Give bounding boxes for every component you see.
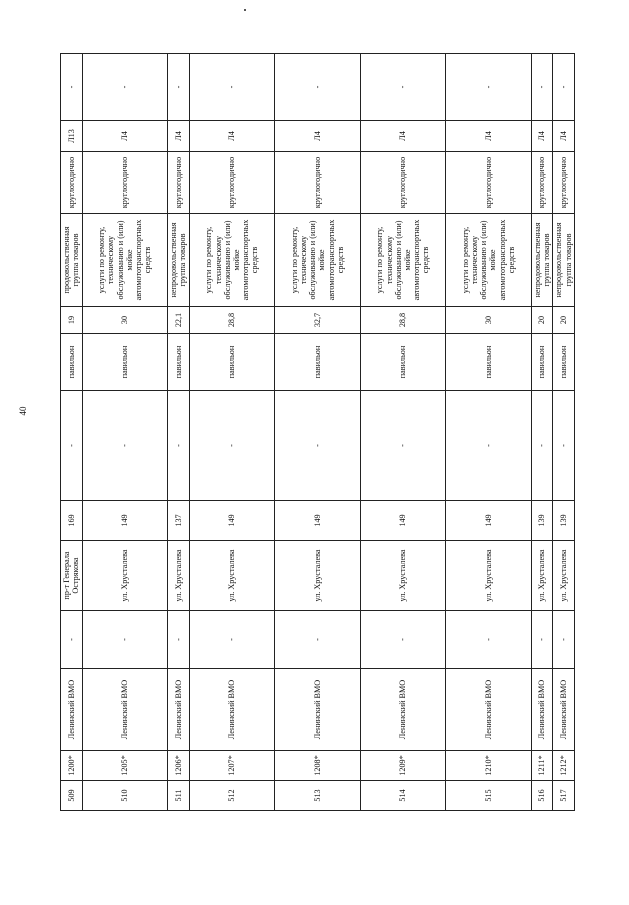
page-number: 40 (18, 406, 28, 416)
cell-col13: - (275, 54, 360, 121)
cell-id: 1200* (61, 751, 83, 781)
cell-area: 20 (531, 307, 553, 334)
cell-street: ул. Хрусталева (360, 541, 445, 611)
cell-col4: - (61, 611, 83, 669)
cell-id: 1208* (275, 751, 360, 781)
cell-col7: - (360, 391, 445, 501)
cell-col13: - (360, 54, 445, 121)
cell-col7: - (168, 391, 190, 501)
cell-num: 516 (531, 781, 553, 811)
cell-district: Ленинский ВМО (82, 669, 167, 751)
cell-num: 512 (189, 781, 274, 811)
cell-district: Ленинский ВМО (168, 669, 190, 751)
cell-street: ул. Хрусталева (553, 541, 575, 611)
cell-specialization: непродовольственная группа товаров (531, 214, 553, 307)
cell-house: 139 (531, 501, 553, 541)
cell-object-type: павильон (61, 334, 83, 391)
cell-id: 1207* (189, 751, 274, 781)
cell-col7: - (82, 391, 167, 501)
cell-object-type: павильон (360, 334, 445, 391)
cell-object-type: павильон (82, 334, 167, 391)
cell-street: пр-т Генерала Острякова (61, 541, 83, 611)
cell-district: Ленинский ВМО (553, 669, 575, 751)
cell-area: 28,8 (189, 307, 274, 334)
cell-area: 30 (446, 307, 531, 334)
cell-col4: - (189, 611, 274, 669)
cell-id: 1211* (531, 751, 553, 781)
cell-house: 149 (446, 501, 531, 541)
cell-period: круглогодично (446, 152, 531, 214)
cell-district: Ленинский ВМО (360, 669, 445, 751)
cell-id: 1206* (168, 751, 190, 781)
cell-code: Л4 (553, 121, 575, 152)
cell-object-type: павильон (189, 334, 274, 391)
cell-code: Л4 (168, 121, 190, 152)
cell-code: Л4 (446, 121, 531, 152)
cell-house: 149 (275, 501, 360, 541)
cell-num: 513 (275, 781, 360, 811)
cell-area: 19 (61, 307, 83, 334)
cell-area: 30 (82, 307, 167, 334)
cell-code: Л4 (82, 121, 167, 152)
cell-object-type: павильон (275, 334, 360, 391)
cell-col4: - (553, 611, 575, 669)
cell-specialization: услуги по ремонту, техническому обслуживанию и (или) мойке автомототранспортных средств (82, 214, 167, 307)
cell-id: 1205* (82, 751, 167, 781)
cell-code: Л4 (275, 121, 360, 152)
cell-num: 517 (553, 781, 575, 811)
cell-house: 169 (61, 501, 83, 541)
cell-col4: - (82, 611, 167, 669)
cell-col13: - (168, 54, 190, 121)
cell-col7: - (275, 391, 360, 501)
cell-code: Л4 (531, 121, 553, 152)
cell-specialization: продовольственная группа товаров (61, 214, 83, 307)
cell-id: 1210* (446, 751, 531, 781)
cell-object-type: павильон (168, 334, 190, 391)
cell-period: круглогодично (531, 152, 553, 214)
cell-code: Л13 (61, 121, 83, 152)
cell-period: круглогодично (168, 152, 190, 214)
cell-period: круглогодично (360, 152, 445, 214)
cell-period: круглогодично (275, 152, 360, 214)
cell-col4: - (360, 611, 445, 669)
cell-street: ул. Хрусталева (446, 541, 531, 611)
table-row (189, 54, 274, 811)
cell-object-type: павильон (531, 334, 553, 391)
cell-area: 22,1 (168, 307, 190, 334)
cell-col7: - (553, 391, 575, 501)
cell-num: 514 (360, 781, 445, 811)
cell-num: 509 (61, 781, 83, 811)
cell-period: круглогодично (82, 152, 167, 214)
cell-code: Л4 (360, 121, 445, 152)
cell-code: Л4 (189, 121, 274, 152)
cell-col7: - (189, 391, 274, 501)
table-row (61, 54, 83, 811)
cell-district: Ленинский ВМО (446, 669, 531, 751)
cell-period: круглогодично (553, 152, 575, 214)
table-row (360, 54, 445, 811)
cell-specialization: услуги по ремонту, техническому обслуживанию и (или) мойке автомототранспортных средств (275, 214, 360, 307)
cell-district: Ленинский ВМО (61, 669, 83, 751)
cell-house: 149 (360, 501, 445, 541)
cell-col13: - (531, 54, 553, 121)
cell-street: ул. Хрусталева (189, 541, 274, 611)
cell-street: ул. Хрусталева (82, 541, 167, 611)
table-row (82, 54, 167, 811)
cell-area: 20 (553, 307, 575, 334)
table-row (553, 54, 575, 811)
cell-col4: - (168, 611, 190, 669)
cell-col13: - (446, 54, 531, 121)
table-row (446, 54, 531, 811)
cell-area: 32,7 (275, 307, 360, 334)
cell-district: Ленинский ВМО (189, 669, 274, 751)
cell-num: 510 (82, 781, 167, 811)
cell-district: Ленинский ВМО (275, 669, 360, 751)
cell-specialization: непродовольственная группа товаров (553, 214, 575, 307)
rotated-table-wrapper (60, 54, 575, 811)
cell-col7: - (61, 391, 83, 501)
cell-specialization: услуги по ремонту, техническому обслуживанию и (или) мойке автомототранспортных средств (189, 214, 274, 307)
cell-house: 137 (168, 501, 190, 541)
cell-specialization: услуги по ремонту, техническому обслуживанию и (или) мойке автомототранспортных средств (360, 214, 445, 307)
cell-object-type: павильон (553, 334, 575, 391)
cell-col4: - (446, 611, 531, 669)
cell-street: ул. Хрусталева (168, 541, 190, 611)
cell-period: круглогодично (61, 152, 83, 214)
cell-object-type: павильон (446, 334, 531, 391)
cell-col13: - (553, 54, 575, 121)
cell-area: 28,8 (360, 307, 445, 334)
cell-num: 515 (446, 781, 531, 811)
cell-col13: - (61, 54, 83, 121)
cell-specialization: непродовольственная группа товаров (168, 214, 190, 307)
cell-district: Ленинский ВМО (531, 669, 553, 751)
cell-col4: - (275, 611, 360, 669)
trade-objects-table (60, 53, 575, 811)
table-row (531, 54, 553, 811)
table-row (168, 54, 190, 811)
cell-period: круглогодично (189, 152, 274, 214)
cell-id: 1212* (553, 751, 575, 781)
cell-num: 511 (168, 781, 190, 811)
cell-col13: - (82, 54, 167, 121)
cell-col4: - (531, 611, 553, 669)
cell-id: 1209* (360, 751, 445, 781)
cell-house: 149 (82, 501, 167, 541)
cell-col13: - (189, 54, 274, 121)
cell-col7: - (531, 391, 553, 501)
cell-specialization: услуги по ремонту, техническому обслуживанию и (или) мойке автомототранспортных средств (446, 214, 531, 307)
cell-col7: - (446, 391, 531, 501)
cell-house: 149 (189, 501, 274, 541)
scan-speck (244, 9, 246, 11)
cell-house: 139 (553, 501, 575, 541)
cell-street: ул. Хрусталева (531, 541, 553, 611)
cell-street: ул. Хрусталева (275, 541, 360, 611)
table-row (275, 54, 360, 811)
